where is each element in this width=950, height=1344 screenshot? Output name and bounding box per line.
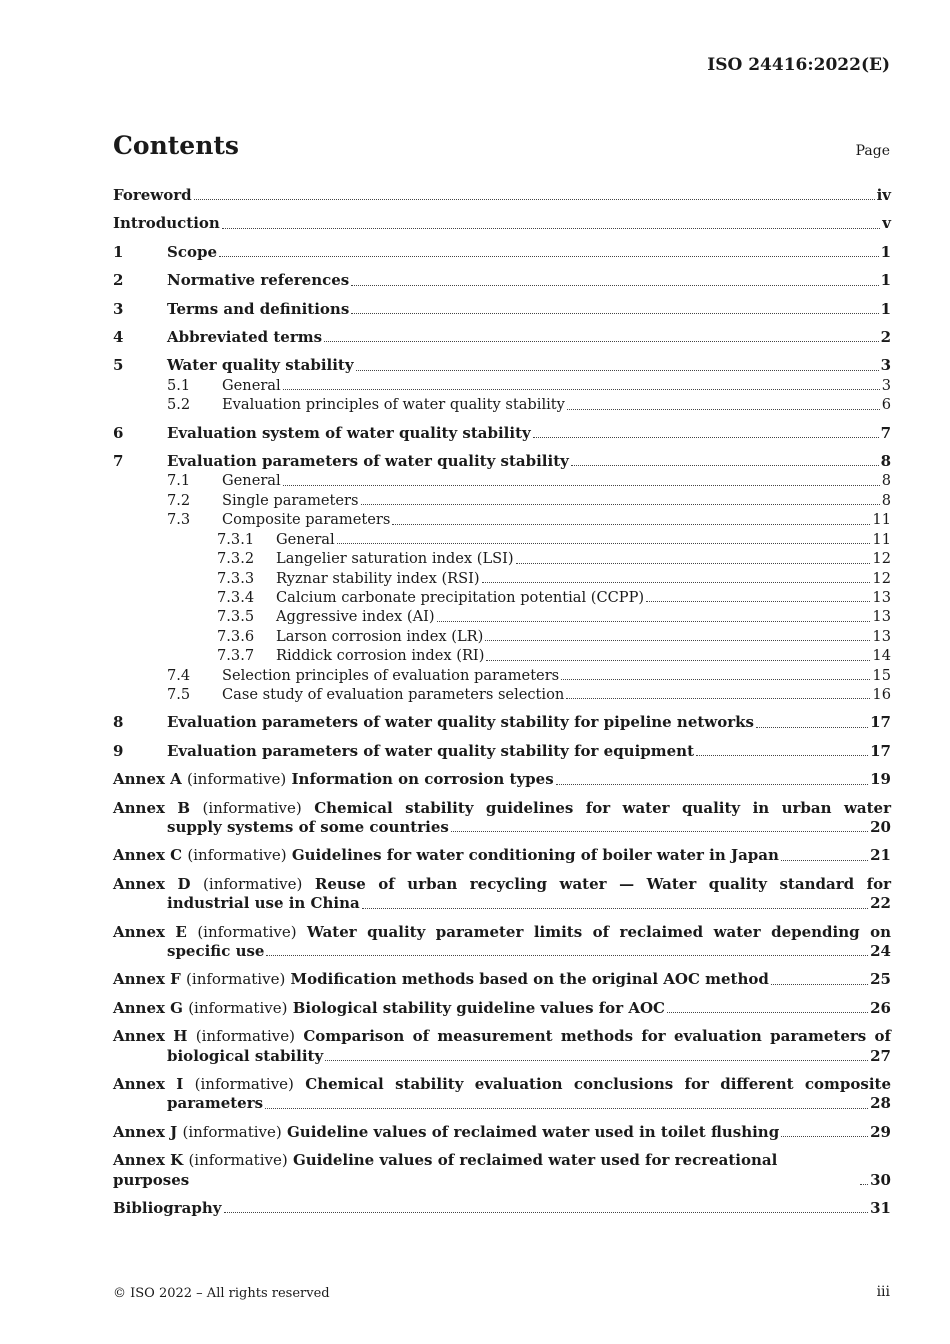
toc-entry-page: 28 (870, 1094, 891, 1113)
toc-entry-annex-i[interactable] (113, 1075, 891, 1114)
toc-entry-7-1[interactable] (113, 471, 891, 490)
dot-leader (224, 1212, 869, 1213)
toc-entry-page: 11 (872, 511, 891, 529)
toc-entry-title: Water quality stability (167, 356, 354, 375)
dot-leader (667, 1012, 868, 1013)
dot-leader (516, 563, 871, 564)
toc-entry-3[interactable] (113, 300, 891, 319)
toc-entry-title: Calcium carbonate precipitation potential (CCPP) (276, 588, 645, 606)
toc-entry-7-3-5[interactable] (113, 607, 891, 626)
toc-entry-annex-h[interactable] (113, 1027, 891, 1066)
toc-entry-title: Annex B (informative) Chemical stability guidelines for water quality in urban water (113, 798, 891, 817)
toc-entry-title: Ryznar stability index (RSI) (276, 569, 480, 587)
toc-entry-number: 1 (113, 242, 124, 261)
dot-leader (351, 285, 878, 286)
toc-entry-number: 2 (113, 271, 124, 290)
toc-entry-title: Annex K (informative) Guideline values of reclaimed water used for recreational purposes (113, 1151, 778, 1189)
toc-entry-title-continued: specific use (167, 942, 265, 960)
toc-entry-number: 7.1 (167, 472, 191, 490)
dot-leader (219, 256, 879, 257)
toc-entry-page: 15 (872, 666, 891, 684)
toc-entry-number: 7.5 (167, 685, 191, 703)
toc-entry-page: 3 (881, 376, 891, 394)
toc-entry-7-3-4[interactable] (113, 588, 891, 607)
toc-entry-page: 24 (870, 942, 891, 960)
toc-entry-page: 14 (872, 647, 891, 665)
toc-entry-number: 7.3.4 (217, 588, 255, 606)
dot-leader (781, 860, 868, 861)
toc-entry-title: General (222, 376, 281, 394)
toc-entry-title: Aggressive index (AI) (276, 608, 435, 626)
dot-leader (437, 621, 871, 622)
toc-entry-page: 31 (870, 1199, 891, 1218)
toc-entry-title: Evaluation system of water quality stability (167, 423, 531, 442)
dot-leader (351, 313, 878, 314)
page-title: Contents (113, 131, 240, 160)
toc-entry-number: 7.3.6 (217, 627, 255, 645)
dot-leader (356, 370, 879, 371)
toc-entry-page: 13 (872, 608, 891, 626)
toc-entry-annex-a[interactable] (113, 770, 891, 789)
dot-leader (561, 679, 870, 680)
toc-entry-title: Introduction (113, 214, 220, 233)
toc-entry-number: 7.4 (167, 666, 191, 684)
toc-entry-title-continued: parameters (167, 1094, 264, 1113)
toc-entry-title: Abbreviated terms (167, 328, 323, 347)
toc-entry-number: 9 (113, 741, 124, 760)
dot-leader (567, 409, 880, 410)
toc-entry-7-3[interactable] (113, 510, 891, 529)
toc-entry-number: 7.3.2 (217, 550, 255, 568)
toc-entry-title: Foreword (113, 186, 192, 204)
toc-entry-page: 27 (870, 1046, 891, 1065)
dot-leader (756, 727, 868, 728)
toc-entry-page: 19 (870, 770, 891, 789)
toc-entry-annex-f[interactable] (113, 970, 891, 989)
toc-entry-page: 2 (880, 328, 891, 347)
dot-leader (266, 955, 868, 956)
toc-entry-title: Larson corrosion index (LR) (276, 627, 484, 645)
toc-entry-title: Evaluation parameters of water quality stability for pipeline networks (167, 713, 754, 732)
toc-entry-title: Single parameters (222, 491, 359, 509)
table-of-contents (113, 186, 891, 1218)
toc-entry-title: Annex E (informative) Water quality parameter limits of reclaimed water depending on (113, 922, 891, 941)
toc-entry-7-2[interactable] (113, 491, 891, 510)
dot-leader (566, 698, 870, 699)
dot-leader (485, 640, 870, 641)
dot-leader (325, 1060, 868, 1061)
toc-entry-5[interactable] (113, 356, 891, 375)
dot-leader (781, 1136, 868, 1137)
dot-leader (222, 228, 880, 229)
toc-entry-title: General (276, 530, 335, 548)
dot-leader (337, 543, 871, 544)
toc-entry-title: Annex I (informative) Chemical stability evaluation conclusions for different composite (113, 1075, 891, 1094)
toc-entry-1[interactable] (113, 243, 891, 262)
toc-entry-title: Annex J (informative) Guideline values of reclaimed water used in toilet flushing (113, 1122, 780, 1141)
toc-entry-bibliography[interactable] (113, 1199, 891, 1218)
dot-leader (194, 199, 875, 200)
toc-entry-title: Langelier saturation index (LSI) (276, 550, 514, 568)
toc-entry-title: Case study of evaluation parameters selection (222, 685, 565, 703)
toc-entry-title-continued: industrial use in China (167, 894, 360, 913)
toc-entry-page: 11 (872, 530, 891, 548)
toc-entry-number: 6 (113, 423, 124, 442)
toc-entry-page: 17 (870, 741, 891, 760)
toc-entry-title: Annex G (informative) Biological stability guideline values for AOC (113, 998, 665, 1017)
toc-entry-page: 16 (872, 685, 891, 703)
toc-entry-title-continued: supply systems of some countries (167, 817, 449, 836)
toc-entry-title: Riddick corrosion index (RI) (276, 647, 485, 665)
toc-entry-title: Annex F (informative) Modification methods based on the original AOC method (113, 970, 769, 989)
toc-entry-7-3-6[interactable] (113, 627, 891, 646)
toc-entry-title: Evaluation principles of water quality stability (222, 396, 565, 414)
toc-entry-annex-e[interactable] (113, 923, 891, 962)
toc-entry-page: 25 (870, 970, 891, 989)
toc-entry-number: 7.3.3 (217, 569, 255, 587)
dot-leader (646, 601, 870, 602)
toc-entry-number: 4 (113, 328, 124, 347)
toc-entry-2[interactable] (113, 271, 891, 290)
toc-entry-number: 5 (113, 356, 124, 375)
toc-entry-number: 8 (113, 713, 124, 732)
toc-entry-4[interactable] (113, 328, 891, 347)
dot-leader (771, 984, 868, 985)
toc-entry-page: 8 (880, 452, 891, 471)
dot-leader (283, 389, 880, 390)
toc-entry-title: Bibliography (113, 1199, 222, 1218)
dot-leader (392, 524, 870, 525)
toc-entry-5-1[interactable] (113, 376, 891, 395)
toc-entry-7-5[interactable] (113, 685, 891, 704)
toc-entry-7-3-2[interactable] (113, 549, 891, 568)
toc-entry-title: Evaluation parameters of water quality stability for equipment (167, 741, 695, 760)
dot-leader (571, 465, 879, 466)
toc-entry-page: 12 (872, 569, 891, 587)
toc-entry-page: iv (876, 186, 891, 204)
toc-entry-7-3-1[interactable] (113, 530, 891, 549)
toc-entry-7-3-7[interactable] (113, 646, 891, 665)
dot-leader (362, 908, 868, 909)
toc-entry-annex-j[interactable] (113, 1123, 891, 1142)
toc-entry-title: Terms and definitions (167, 299, 350, 318)
toc-entry-6[interactable] (113, 424, 891, 443)
toc-entry-page: 20 (870, 817, 891, 836)
dot-leader (533, 437, 879, 438)
toc-entry-page: 1 (880, 242, 891, 261)
toc-entry-7[interactable] (113, 452, 891, 471)
toc-entry-number: 7.3.1 (217, 530, 255, 548)
toc-entry-annex-c[interactable] (113, 846, 891, 865)
document-id: ISO 24416:2022(E) (707, 55, 890, 75)
toc-entry-title: Evaluation parameters of water quality stability (167, 452, 569, 471)
toc-entry-annex-g[interactable] (113, 999, 891, 1018)
toc-entry-title: Normative references (167, 271, 350, 290)
toc-entry-foreword[interactable] (113, 186, 891, 205)
toc-entry-page: 29 (870, 1122, 891, 1141)
toc-entry-title: Annex D (informative) Reuse of urban recycling water — Water quality standard for (113, 874, 891, 893)
toc-entry-annex-d[interactable] (113, 875, 891, 914)
toc-entry-title: Annex H (informative) Comparison of measurement methods for evaluation parameters of (113, 1027, 891, 1046)
toc-entry-page: 21 (870, 846, 891, 865)
dot-leader (361, 504, 880, 505)
toc-entry-number: 7.3 (167, 511, 191, 529)
toc-entry-annex-b[interactable] (113, 799, 891, 838)
toc-entry-title: Scope (167, 242, 218, 261)
toc-entry-title: Selection principles of evaluation parameters (222, 666, 560, 684)
toc-entry-number: 5.1 (167, 376, 191, 394)
toc-entry-8[interactable] (113, 713, 891, 732)
toc-entry-number: 7.3.5 (217, 608, 255, 626)
toc-entry-title: General (222, 472, 281, 490)
toc-entry-page: 17 (870, 713, 891, 732)
toc-entry-page: 1 (880, 299, 891, 318)
toc-entry-page: 8 (881, 472, 891, 490)
toc-entry-page: 6 (881, 396, 891, 414)
toc-entry-title-continued: biological stability (167, 1046, 324, 1065)
toc-entry-title: Composite parameters (222, 511, 391, 529)
toc-entry-9[interactable] (113, 742, 891, 761)
toc-entry-introduction[interactable] (113, 214, 891, 233)
toc-entry-7-4[interactable] (113, 666, 891, 685)
toc-entry-page: 22 (870, 894, 891, 913)
toc-entry-page: 1 (880, 271, 891, 290)
page-column-label: Page (855, 143, 890, 159)
toc-entry-page: 7 (880, 423, 891, 442)
toc-entry-7-3-3[interactable] (113, 569, 891, 588)
dot-leader (696, 755, 868, 756)
toc-entry-page: 8 (881, 491, 891, 509)
dot-leader (486, 660, 870, 661)
toc-entry-page: v (882, 214, 891, 233)
dot-leader (482, 582, 871, 583)
toc-entry-page: 12 (872, 550, 891, 568)
toc-entry-title: Annex A (informative) Information on corrosion types (113, 770, 554, 789)
toc-entry-annex-k[interactable] (113, 1151, 891, 1190)
toc-entry-title: Annex C (informative) Guidelines for water conditioning of boiler water in Japan (113, 846, 779, 865)
dot-leader (451, 831, 868, 832)
footer-copyright: © ISO 2022 – All rights reserved (113, 1286, 330, 1301)
toc-entry-page: 30 (870, 1170, 891, 1189)
toc-entry-page: 13 (872, 588, 891, 606)
toc-entry-page: 3 (880, 356, 891, 375)
toc-entry-number: 5.2 (167, 396, 191, 414)
toc-entry-number: 7.2 (167, 491, 191, 509)
toc-entry-5-2[interactable] (113, 395, 891, 414)
toc-entry-number: 7 (113, 452, 124, 471)
toc-entry-page: 13 (872, 627, 891, 645)
toc-entry-number: 3 (113, 299, 124, 318)
footer-page-number: iii (876, 1284, 890, 1300)
dot-leader (860, 1184, 868, 1185)
dot-leader (283, 485, 880, 486)
toc-entry-page: 26 (870, 998, 891, 1017)
dot-leader (324, 341, 878, 342)
dot-leader (265, 1108, 868, 1109)
toc-entry-number: 7.3.7 (217, 647, 255, 665)
dot-leader (556, 784, 868, 785)
